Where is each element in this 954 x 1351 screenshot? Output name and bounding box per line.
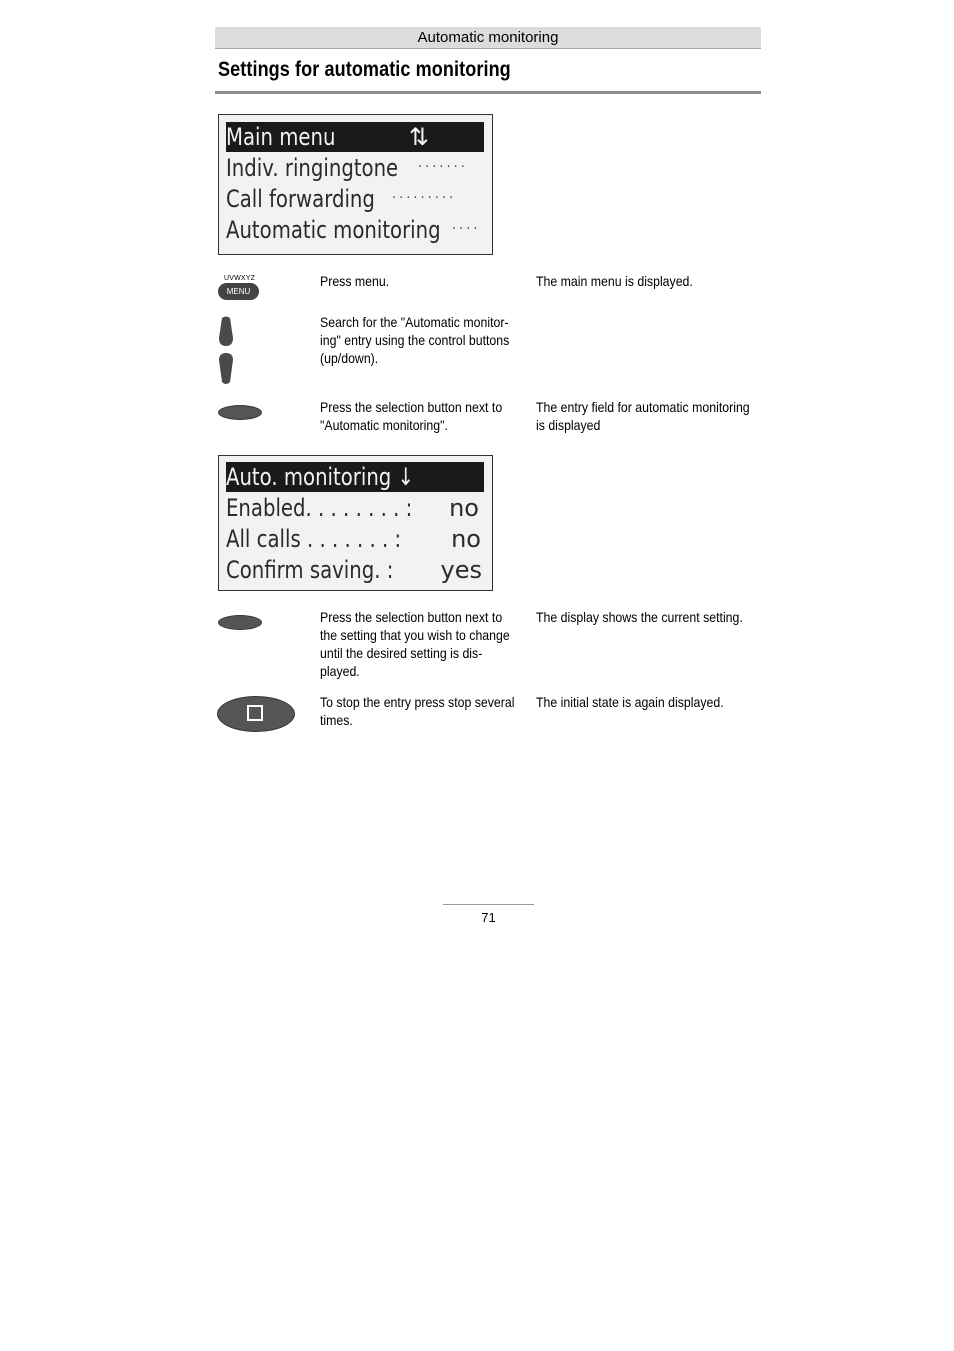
step-3-action: Press the selection button next to "Automatic monitoring". — [320, 399, 503, 433]
footer-divider — [443, 904, 534, 905]
stop-square-icon — [247, 705, 263, 721]
lcd-row-value: no — [451, 525, 481, 553]
lcd-row-text: Auto. monitoring ↓ — [226, 463, 415, 491]
title-divider — [215, 91, 761, 94]
step-3-result: The entry field for automatic monitoring is displayed — [536, 399, 750, 433]
lcd-row-text: Main menu — [226, 123, 336, 151]
up-down-arrows-icon: ⇅ — [408, 123, 429, 151]
menu-key-icon — [218, 275, 260, 303]
lcd-row-automatic-monitoring — [226, 215, 484, 245]
menu-key-letters: UVWXYZ — [224, 275, 256, 282]
lcd-row-text: Call forwarding — [226, 185, 375, 213]
selection-button-icon — [218, 405, 262, 420]
step-1-result: The main menu is displayed. — [536, 273, 693, 289]
lcd-row-text: Automatic monitoring — [226, 216, 441, 244]
stop-key-icon — [217, 696, 295, 732]
lcd-row-value: yes — [440, 556, 482, 584]
lcd-row-main-menu — [226, 122, 484, 152]
lcd-row-text: Confirm saving. : — [226, 556, 394, 584]
lcd-row-ringing-tone — [226, 153, 484, 183]
step-5-action: To stop the entry press stop several times. — [320, 694, 515, 728]
leader-dots: ······· — [418, 160, 468, 175]
selection-button-icon — [218, 615, 262, 630]
header-band — [215, 27, 761, 49]
leader-dots: ···· — [452, 222, 481, 237]
step-2-action: Search for the "Automatic monitor-ing" entry using the control buttons (up/down). — [320, 314, 510, 366]
lcd-row-enabled — [226, 493, 484, 523]
lcd-row-confirm-saving — [226, 555, 484, 585]
lcd-row-call-forwarding — [226, 184, 484, 214]
lcd-display-auto-monitoring — [218, 455, 493, 591]
lcd-row-text: Enabled. . . . . . . . : — [226, 494, 413, 522]
lcd-display-main-menu — [218, 114, 493, 255]
lcd-row-text: All calls . . . . . . . : — [226, 525, 402, 553]
section-title: Automatic monitoring — [417, 29, 559, 46]
step-4-result: The display shows the current setting. — [536, 609, 743, 625]
page-number: 71 — [481, 910, 496, 925]
lcd-row-text: Indiv. ringingtone — [226, 154, 399, 182]
step-4-action: Press the selection button next to the setting that you wish to change until the desired setting is dis-played. — [320, 609, 510, 679]
lcd-row-value: no — [449, 494, 479, 522]
up-down-control-buttons-icon — [218, 316, 234, 386]
step-5-result: The initial state is again displayed. — [536, 694, 724, 710]
lcd-row-auto-monitoring — [226, 462, 484, 492]
step-1-action: Press menu. — [320, 273, 390, 289]
lcd-row-all-calls — [226, 524, 484, 554]
page-title: Settings for automatic monitoring — [218, 58, 511, 81]
leader-dots: ········· — [392, 191, 457, 206]
menu-key-label: MENU — [218, 283, 259, 300]
